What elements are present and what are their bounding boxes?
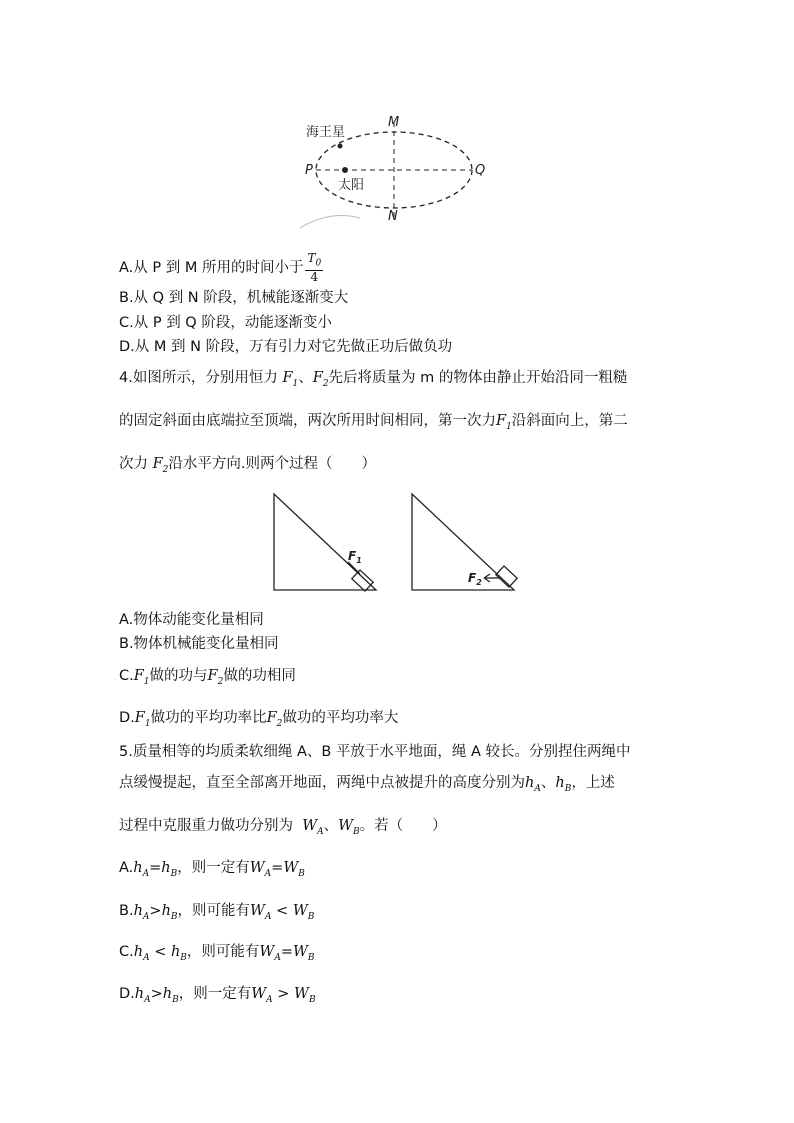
q3-option-a: A.从 P 到 M 所用的时间小于 $\frac{T_0}{4}$ (119, 251, 322, 285)
incline-diagram (268, 488, 530, 596)
q4-stem-line2: 的固定斜面由底端拉至顶端，两次所用时间相同，第一次力$F_1$沿斜面向上，第二 (119, 413, 628, 432)
label-neptune: 海王星 (306, 125, 346, 140)
q4-option-b: B.物体机械能变化量相同 (119, 636, 279, 652)
q3-option-c: C.从 P 到 Q 阶段，动能逐渐变小 (119, 315, 332, 331)
q5-option-a: $A.h_A=h_B$，则一定有$W_A=W_B$ (119, 860, 305, 879)
label-sun: 太阳 (338, 178, 365, 193)
label-Q: Q (475, 163, 486, 178)
q4-option-c: $C.F_1$做的功与$F_2$做的功相同 (119, 668, 296, 687)
incline-right (412, 494, 514, 590)
q5-stem-line3: 过程中克服重力做功分别为 $W_A$、$W_B$。若（ ） (119, 818, 447, 837)
sun-dot (342, 167, 348, 173)
label-F2: $F_2$ (468, 571, 482, 587)
orbit-diagram (290, 100, 500, 230)
incline-left (274, 494, 376, 590)
block-left (352, 570, 373, 591)
neptune-dot (338, 144, 343, 149)
q4-stem-line3: 次力 $F_2$沿水平方向.则两个过程（ ） (119, 456, 377, 475)
fraction-T0-over-4: $\frac{T_0}{4}$ (307, 251, 322, 285)
q4-option-d: $D.F_1$做功的平均功率比$F_2$做功的平均功率大 (119, 710, 399, 729)
label-P: P (305, 163, 313, 178)
q5-option-d: $D.h_A>h_B$，则一定有$W_A > W_B$ (119, 986, 316, 1005)
q5-stem-line2: 点缓慢提起，直至全部离开地面，两绳中点被提升的高度分别为$h_A$、$h_B$，上述 (119, 775, 615, 794)
q5-option-b: $B.h_A>h_B$，则可能有$W_A < W_B$ (119, 903, 315, 922)
q4-stem-line1: 4.如图所示，分别用恒力 $F_1$、$F_2$先后将质量为 m 的物体由静止开始沿同一粗糙 (119, 370, 628, 389)
q5-option-c: $C.h_A < h_B$，则可能有$W_A=W_B$ (119, 944, 315, 963)
label-N: N (388, 209, 398, 224)
q3-option-b: B.从 Q 到 N 阶段，机械能逐渐变大 (119, 290, 349, 306)
q5-stem-line1: 5.质量相等的均质柔软细绳 A、B 平放于水平地面，绳 A 较长。分别捏住两绳中 (119, 744, 631, 760)
label-F1: $F_1$ (348, 549, 362, 565)
q4-option-a: A.物体动能变化量相同 (119, 612, 264, 628)
q3-option-d: D.从 M 到 N 阶段，万有引力对它先做正功后做负功 (119, 339, 453, 355)
label-M: M (388, 115, 400, 130)
